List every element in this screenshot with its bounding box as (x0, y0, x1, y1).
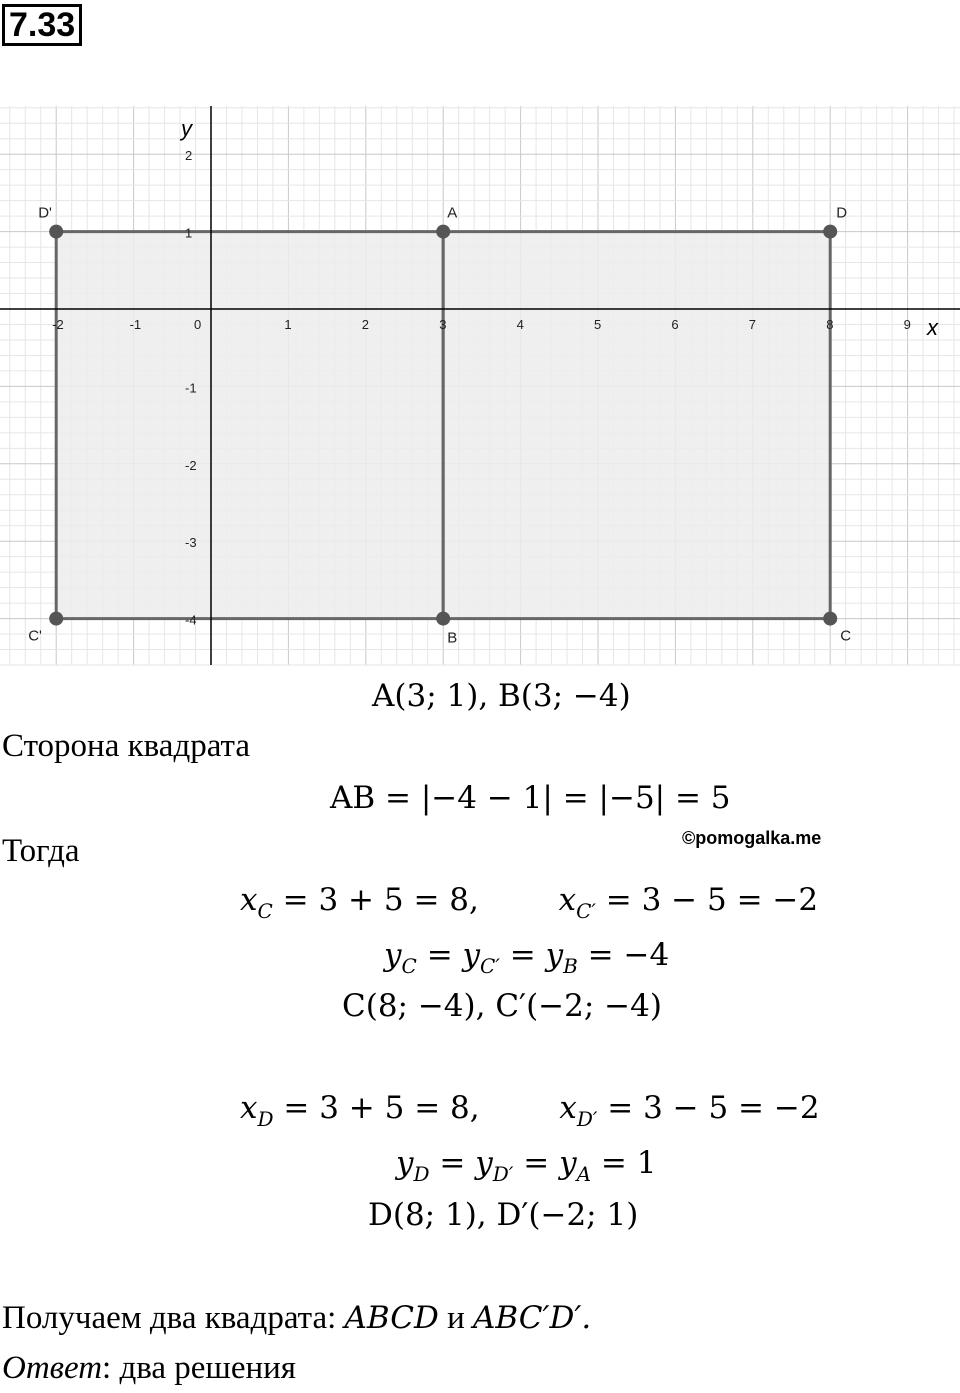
yd-end: = 1 (600, 1145, 657, 1181)
x-tick-label: 3 (439, 317, 447, 332)
point-label: D (836, 204, 848, 222)
x-tick-label: 7 (748, 317, 757, 332)
then-label: Тогда (2, 833, 80, 869)
point-d (823, 225, 837, 239)
yc-line: $y_C = y_{C'} = y_B = -4$ (384, 937, 670, 978)
xd-right: = 3 − 5 = −2 (607, 1090, 820, 1126)
x-tick-label: 0 (194, 317, 202, 332)
xd-line: $x_D = 3 + 5 = 8$, $x_{D'} = 3 - 5 = -2$ (240, 1090, 820, 1131)
point-c-prime (49, 612, 63, 626)
point-c (823, 612, 837, 626)
xc-right: = 3 − 5 = −2 (605, 882, 819, 918)
point-b (436, 612, 450, 626)
watermark: ©pomogalka.me (682, 828, 822, 848)
result-square-1: ABCD (344, 1300, 439, 1336)
x-tick-label: 2 (361, 317, 370, 332)
yd-eq1: = (439, 1145, 466, 1181)
coords-ab: A(3; 1), B(3; −4) (372, 678, 631, 714)
x-tick-label: 8 (826, 317, 834, 332)
result-prefix: Получаем два квадрата: (2, 1300, 345, 1336)
x-tick-label: 5 (594, 317, 602, 332)
result-square-2: ABC′D′. (473, 1300, 592, 1336)
yd-line: $y_D = y_{D'} = y_A = 1$ (396, 1145, 657, 1186)
y-tick-label: -4 (185, 612, 197, 628)
x-tick-label: -1 (129, 317, 142, 332)
point-label: B (447, 629, 458, 647)
yc-eq1: = (426, 937, 453, 973)
point-a (436, 225, 450, 239)
xd-left: = 3 + 5 = 8, (283, 1090, 480, 1126)
point-label: C' (28, 627, 42, 645)
xc-line: $x_C = 3 + 5 = 8$, $x_{C'} = 3 - 5 = -2$ (240, 882, 819, 923)
y-tick-label: 2 (185, 148, 193, 164)
result-and: и (438, 1300, 474, 1336)
x-tick-label: 4 (516, 317, 524, 332)
x-tick-label: 6 (671, 317, 679, 332)
y-tick-label: 1 (185, 225, 193, 241)
square-abc-prime-d-prime (56, 232, 443, 619)
y-tick-label: -2 (185, 457, 197, 473)
y-axis-label: y (181, 116, 192, 141)
x-axis-label: x (926, 315, 938, 340)
x-tick-label: 1 (284, 317, 292, 332)
x-tick-label: -2 (52, 317, 64, 332)
point-label: D' (38, 204, 52, 222)
result-line (2, 1300, 591, 1337)
point-label: C (840, 627, 852, 645)
point-d-prime (49, 225, 63, 239)
x-tick-label: 9 (903, 317, 911, 332)
square-abcd (443, 232, 830, 619)
coordinate-graph (0, 100, 960, 670)
answer-text: : два решения (102, 1350, 296, 1386)
problem-number: 7.33 (2, 4, 82, 46)
yc-end: = −4 (587, 937, 670, 973)
xc-left: = 3 + 5 = 8, (282, 882, 479, 918)
y-tick-label: -1 (185, 380, 197, 396)
yd-eq2: = (523, 1145, 550, 1181)
answer-label: Ответ (2, 1350, 103, 1386)
answer-line (2, 1350, 296, 1387)
y-tick-label: -3 (185, 535, 197, 551)
c-points: C(8; −4), C′(−2; −4) (342, 988, 662, 1024)
ab-formula: AB = |−4 − 1| = |−5| = 5 (330, 780, 731, 816)
side-label: Сторона квадрата (2, 728, 250, 764)
yc-eq2: = (509, 937, 536, 973)
d-points: D(8; 1), D′(−2; 1) (368, 1197, 639, 1233)
point-label: A (447, 204, 458, 222)
